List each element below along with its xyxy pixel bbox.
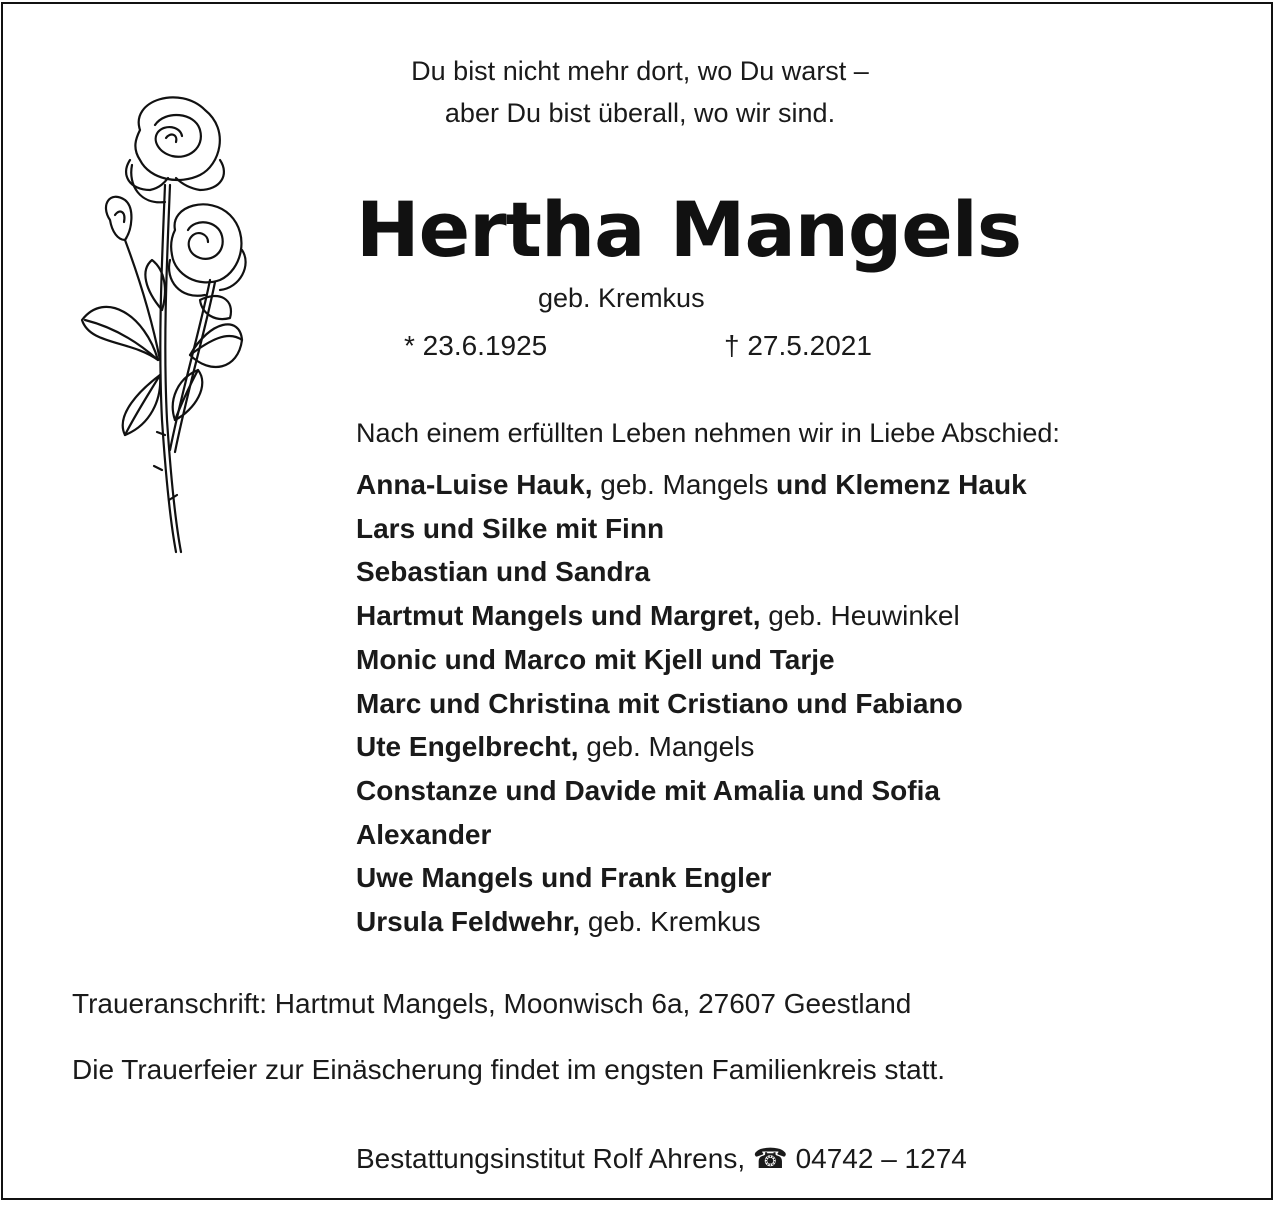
maiden-name: geb. Kremkus (538, 283, 705, 313)
mourner-name: Anna-Luise Hauk, (356, 469, 593, 500)
mourner-line (356, 594, 1027, 638)
mourner-name: Lars und Silke mit Finn (356, 512, 665, 544)
mourner-line (356, 463, 1027, 507)
funeral-home-name: Bestattungsinstitut Rolf Ahrens, (356, 1143, 746, 1174)
mourner-note: geb. Mangels (578, 731, 755, 763)
deceased-name: Hertha Mangels (356, 185, 1022, 274)
mourner-name: Ute Engelbrecht, (356, 731, 579, 763)
mourner-line (356, 856, 1027, 900)
mourner-name: Monic und Marco mit Kjell und Tarje (356, 643, 835, 675)
mourner-name: Constanze und Davide mit Amalia und Sofia (356, 774, 940, 806)
mourner-line (356, 769, 1027, 813)
funeral-home (356, 1142, 967, 1175)
mourner-name: Alexander (356, 818, 492, 850)
verse-line-2: aber Du bist überall, wo wir sind. (444, 98, 836, 128)
rose-icon (70, 90, 260, 560)
telephone-icon: ☎ (752, 1143, 788, 1174)
mourner-name: Ursula Feldwehr, (356, 906, 581, 938)
mourner-note: geb. Heuwinkel (760, 600, 960, 632)
mourner-line (356, 813, 1027, 857)
death-date: † 27.5.2021 (724, 330, 872, 361)
mourner-name: und Klemenz Hauk (776, 469, 1027, 500)
mourner-name: Marc und Christina mit Cristiano und Fabiano (356, 687, 963, 719)
mourner-line (356, 638, 1027, 682)
farewell-intro: Nach einem erfüllten Leben nehmen wir in Liebe Abschied: (356, 418, 1060, 448)
mourner-note: geb. Kremkus (580, 906, 761, 938)
mourner-note: geb. Mangels (592, 469, 777, 500)
mourning-address: Traueranschrift: Hartmut Mangels, Moonwisch 6a, 27607 Geestland (72, 988, 912, 1019)
mourner-name: Sebastian und Sandra (356, 556, 651, 588)
mourner-line (356, 725, 1027, 769)
verse (280, 50, 1000, 134)
mourner-line (356, 682, 1027, 726)
mourner-line (356, 507, 1027, 551)
funeral-home-phone: 04742 – 1274 (795, 1143, 967, 1174)
birth-date: * 23.6.1925 (404, 330, 548, 361)
mourners-list (356, 463, 1027, 944)
verse-line-1: Du bist nicht mehr dort, wo Du warst – (411, 56, 869, 86)
ceremony-notice: Die Trauerfeier zur Einäscherung findet im engsten Familienkreis statt. (72, 1054, 946, 1085)
mourner-name: Uwe Mangels und Frank Engler (356, 862, 772, 894)
mourner-line (356, 900, 1027, 944)
mourner-name: Hartmut Mangels und Margret, (356, 600, 761, 632)
mourner-line (356, 550, 1027, 594)
